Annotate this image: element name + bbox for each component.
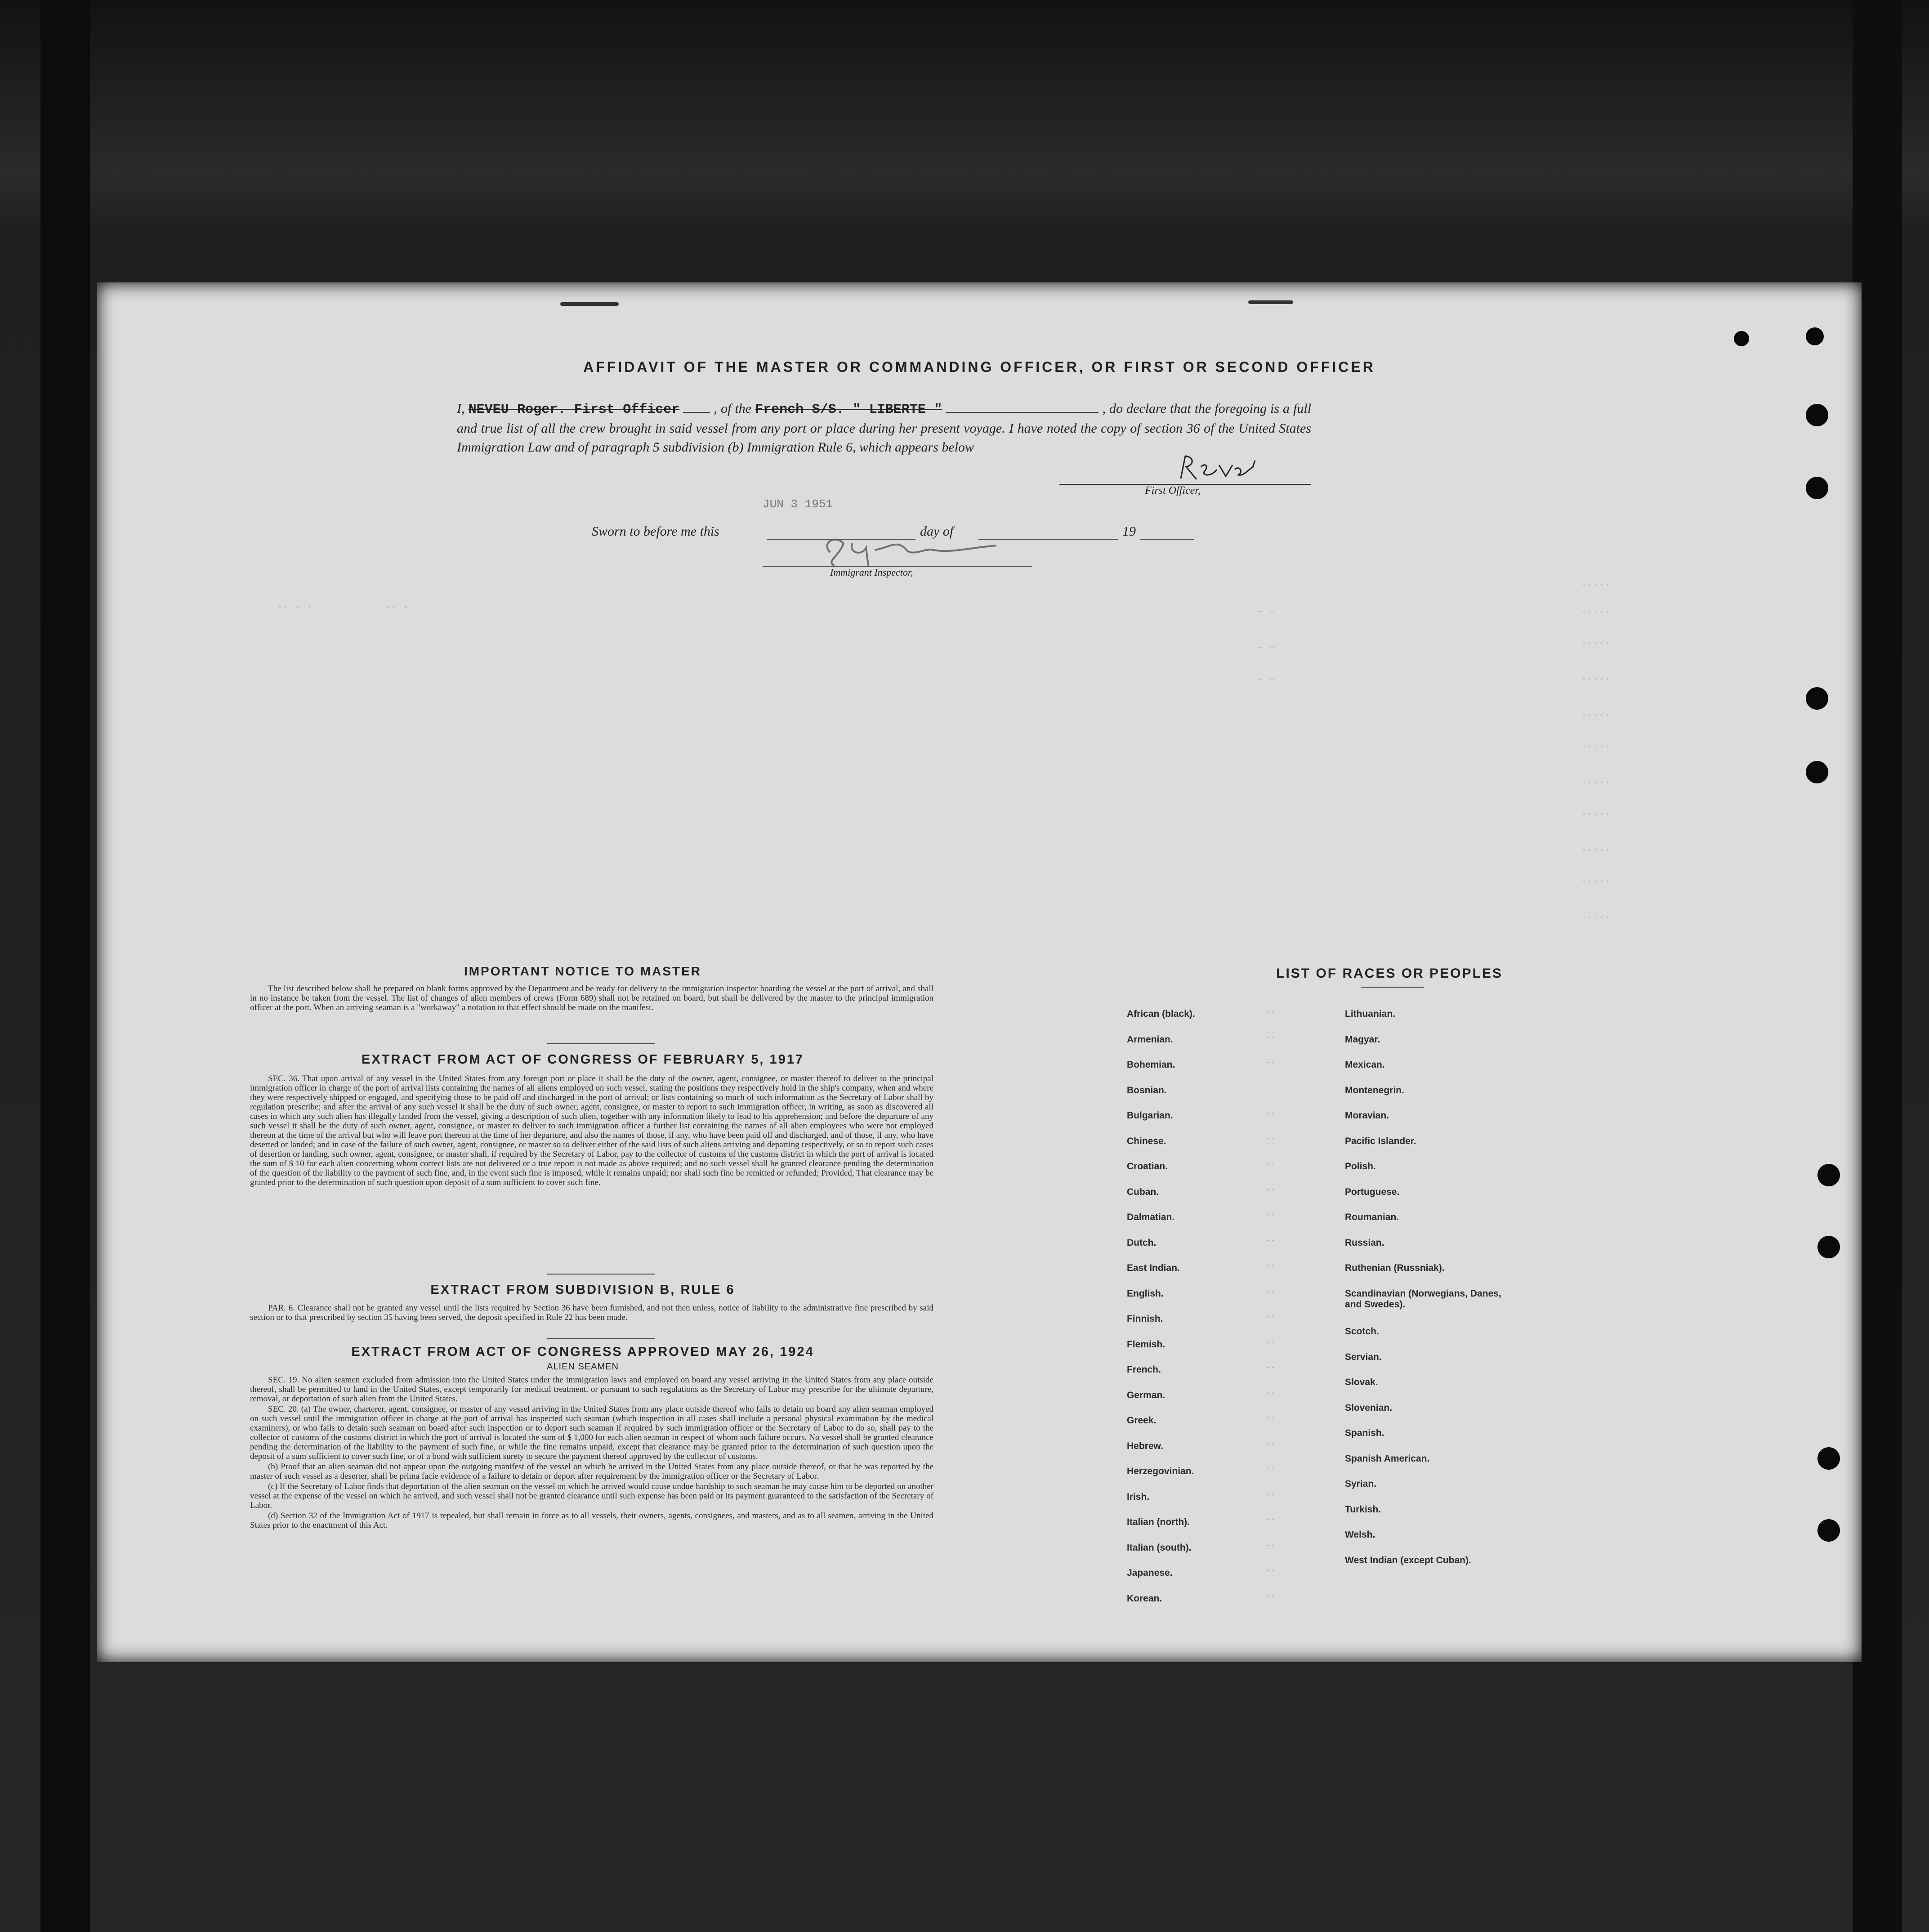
dash-mark: · · xyxy=(1266,1286,1275,1297)
section-rule xyxy=(547,1043,655,1044)
inspector-caption: Immigrant Inspector, xyxy=(830,567,913,578)
race-item: Finnish. xyxy=(1127,1314,1163,1324)
extract-1917-paragraph: SEC. 36. That upon arrival of any vessel in the United States from any foreign port or place it shall be the duty of the owner, agent, consignee, or master thereof to deliver to the principal immigration officer in charge of the port of arrival lists containing the names of all aliens employed on such vessel, stating the positions they respectively hold in the ship's company, when and where they were respectively shipped or engaged, and specifying those to be paid off and discharged in the port of arrival; or lists containing so much of such information as the Secretary of Labor shall by regulation prescribe; and after the arrival of any such vessel it shall be the duty of such owner, agent, consignee, or master to report to such immigration officer, in writing, as soon as discovered all cases in which any such alien has illegally landed from the vessel, giving a description of such alien, together with any information likely to lead to his apprehension; and before the departure of any such vessel it shall be the duty of such owner, agent, consignee, or master to deliver to such immigration officer a further list containing the names of all alien employees who were not employed thereon at the time of the arrival but who will leave port thereon at the time of her departure, and also the names of those, if any, who have been paid off and discharged, and of those, if any, who have deserted or landed; and in case of the failure of such owner, agent, consignee, or master so to deliver either of the said lists of such aliens arriving and departing respectively, or so to report such cases of desertion or landing, such owner, agent, consignee, or master shall, if required by the Secretary of Labor, pay to the collector of customs of the customs district in which the port of arrival is located the sum of $ 10 for each alien concerning whom correct lists are not delivered or a true report is not made as above required; and no such vessel shall be granted clearance pending the determination of the question of the liability to the payment of such fine, and, in the event such fine is imposed, while it remains unpaid; nor shall such fine be remitted or refunded; Provided, That clearance may be granted prior to the determination of such question upon deposit of a sum sufficient to cover such fine. xyxy=(250,1074,933,1187)
punch-hole xyxy=(1817,1447,1840,1470)
dash-mark: · · xyxy=(1266,1261,1275,1271)
race-item: Spanish. xyxy=(1345,1428,1384,1439)
bleed-through-mark: – – xyxy=(1257,606,1275,617)
race-item: Scotch. xyxy=(1345,1326,1379,1337)
bleed-through-mark: ····· xyxy=(1581,638,1611,649)
race-item: Roumanian. xyxy=(1345,1212,1399,1222)
of-the-text: , of the xyxy=(714,401,752,416)
race-item: Flemish. xyxy=(1127,1339,1165,1350)
dash-mark: · · xyxy=(1266,1235,1275,1246)
officer-name: NEVEU Roger. First Officer xyxy=(468,402,680,417)
affidavit-title: AFFIDAVIT OF THE MASTER OR COMMANDING OFFICER, OR FIRST OR SECOND OFFICER xyxy=(583,359,1375,375)
scan-mark xyxy=(1248,300,1293,304)
punch-hole xyxy=(1817,1519,1840,1542)
dash-mark: · · xyxy=(1266,1058,1275,1068)
extract-1924-title: EXTRACT FROM ACT OF CONGRESS APPROVED MAY 26, 1924 xyxy=(351,1345,814,1359)
dash-mark: · · xyxy=(1266,1210,1275,1220)
race-item: Polish. xyxy=(1345,1161,1376,1172)
race-item: Portuguese. xyxy=(1345,1186,1400,1197)
year-prefix: 19 xyxy=(1122,524,1136,539)
race-item: German. xyxy=(1127,1390,1165,1400)
declaration-block xyxy=(457,399,1311,457)
dash-mark: · · xyxy=(1266,1159,1275,1169)
bleed-through-mark: ····· xyxy=(1581,876,1611,887)
subdivision-b-text xyxy=(250,1303,933,1323)
sworn-text: Sworn to before me this xyxy=(592,524,719,539)
day-of-text: day of xyxy=(920,524,954,539)
race-item: Armenian. xyxy=(1127,1034,1173,1045)
punch-hole xyxy=(1806,687,1828,710)
bleed-through-mark: ····· xyxy=(1581,777,1611,788)
race-item: Hebrew. xyxy=(1127,1440,1163,1451)
punch-hole xyxy=(1734,331,1749,346)
subdivision-b-title: EXTRACT FROM SUBDIVISION B, RULE 6 xyxy=(430,1283,735,1297)
dash-mark: · · xyxy=(1266,1007,1275,1017)
sec20b-paragraph: (b) Proof that an alien seaman did not appear upon the outgoing manifest of the vessel on which he arrived in the United States from any place outside thereof, or that he was reported by the master of such vessel as a deserter, shall be prima facie evidence of a failure to detain or deport after requirement by the immigration officer or the Secretary of Labor. xyxy=(250,1462,933,1481)
sec20d-paragraph: (d) Section 32 of the Immigration Act of 1917 is repealed, but shall remain in force as to all vessels, their owners, agents, consignees, and masters, and as to all seamen, arriving in the United States prior to the enactment of this Act. xyxy=(250,1511,933,1530)
declaration-i: I, xyxy=(457,401,465,416)
bleed-through-mark: – – xyxy=(1257,642,1275,653)
section-rule xyxy=(547,1274,655,1275)
dash-mark: · · xyxy=(1266,1439,1275,1449)
dash-mark: · · xyxy=(1266,1312,1275,1322)
punch-hole xyxy=(1806,404,1828,426)
punch-hole xyxy=(1817,1236,1840,1258)
race-item: English. xyxy=(1127,1288,1164,1299)
do-declare-text: , do declare xyxy=(1102,401,1166,416)
dash-mark: · · xyxy=(1266,1489,1275,1500)
dash-mark: · · xyxy=(1266,1413,1275,1423)
extract-1924-text xyxy=(250,1375,933,1531)
bleed-through-mark: ····· xyxy=(1581,579,1611,590)
bleed-through-mark: ····· xyxy=(1581,845,1611,856)
extract-1917-title: EXTRACT FROM ACT OF CONGRESS OF FEBRUARY 5, 1917 xyxy=(361,1052,804,1067)
race-item: Greek. xyxy=(1127,1415,1157,1426)
race-item: Dutch. xyxy=(1127,1237,1157,1248)
bleed-through-mark: ····· xyxy=(1581,710,1611,721)
year-line xyxy=(1140,539,1194,540)
race-item: Italian (south). xyxy=(1127,1542,1192,1553)
bleed-through-mark: ····· xyxy=(1581,606,1611,617)
race-item: Bohemian. xyxy=(1127,1060,1175,1070)
dash-mark: · · xyxy=(1266,1515,1275,1525)
alien-seamen-subtitle: ALIEN SEAMEN xyxy=(547,1362,619,1372)
extract-1917-text xyxy=(250,1074,933,1188)
race-item: Japanese. xyxy=(1127,1568,1173,1578)
dash-mark: · · xyxy=(1266,1388,1275,1398)
section-rule xyxy=(1361,987,1424,988)
race-item: Croatian. xyxy=(1127,1161,1168,1172)
film-edge-left xyxy=(40,0,90,1932)
dash-mark: · · xyxy=(1266,1185,1275,1195)
race-item: Welsh. xyxy=(1345,1530,1375,1540)
sec20c-paragraph: (c) If the Secretary of Labor finds that deportation of the alien seaman on the vessel on which he arrived would cause undue hardship to such seaman he may cause him to be deported on another vessel at the expense of the vessel on which he arrived, and such vessel shall not be granted clearance until such expense has been paid or its payment guaranteed to the satisfaction of the Secretary of Labor. xyxy=(250,1482,933,1510)
race-item: Servian. xyxy=(1345,1351,1382,1362)
subdivision-b-paragraph: PAR. 6. Clearance shall not be granted any vessel until the lists required by Section 36 have been furnished, and not then unless, notice of liability to the administrative fine prescribed by said section or to that prescribed by section 35 having been served, the deposit specified in Rule 22 has been made. xyxy=(250,1303,933,1322)
sec19-paragraph: SEC. 19. No alien seamen excluded from admission into the United States under the immigration laws and employed on board any vessel arriving in the United States from any place outside thereof, shall be permitted to land in the United States, except temporarily for medical treatment, or pursuant to such regulations as the Secretary of Labor may prescribe for the ultimate departure, removal, or deportation of such alien from the United States. xyxy=(250,1375,933,1404)
blank-line xyxy=(683,412,710,413)
dash-mark: · · xyxy=(1266,1134,1275,1144)
punch-hole xyxy=(1817,1164,1840,1186)
dash-mark: · · xyxy=(1266,1363,1275,1373)
officer-caption: First Officer, xyxy=(1145,485,1201,496)
date-stamp: JUN 3 1951 xyxy=(763,497,833,511)
race-item: West Indian (except Cuban). xyxy=(1345,1555,1471,1565)
document-page xyxy=(97,282,1862,1662)
dash-mark: · · xyxy=(1266,1591,1275,1601)
race-item: Chinese. xyxy=(1127,1136,1166,1146)
notice-text xyxy=(250,984,933,1013)
punch-hole xyxy=(1806,477,1828,499)
notice-paragraph: The list described below shall be prepared on blank forms approved by the Department and be ready for delivery to the immigration inspector boarding the vessel at the port of arrival, and shall in no instance be taken from the vessel. The list of changes of alien members of crews (Form 689) shall not be retained on board, but shall be delivered by the master to the principal immigration officer at the port. When an arriving seaman is a "workaway" a notation to that effect should be made on the manifest. xyxy=(250,984,933,1012)
dash-mark: · · xyxy=(1266,1032,1275,1042)
dash-mark: · · xyxy=(1266,1540,1275,1551)
race-item: Italian (north). xyxy=(1127,1517,1190,1527)
notice-title: IMPORTANT NOTICE TO MASTER xyxy=(464,964,702,978)
bleed-through-mark: ····· xyxy=(1581,912,1611,923)
race-item: Mexican. xyxy=(1345,1060,1385,1070)
punch-hole xyxy=(1806,327,1824,345)
bleed-through-mark: ····· xyxy=(1581,741,1611,752)
race-item: Cuban. xyxy=(1127,1186,1159,1197)
race-item: Pacific Islander. xyxy=(1345,1136,1416,1146)
race-item: French. xyxy=(1127,1364,1161,1375)
race-item: African (black). xyxy=(1127,1009,1195,1019)
race-item: Bosnian. xyxy=(1127,1085,1167,1096)
dash-mark: · · xyxy=(1266,1464,1275,1474)
sec20a-paragraph: SEC. 20. (a) The owner, charterer, agent, consignee, or master of any vessel arriving in the United States from any place outside thereof who fails to detain on board any alien seaman employed on such vessel until the immigration officer in charge at the port of arrival has inspected such seaman (which inspection in all cases shall include a personal physical examination by the medical examiners), or who fails to detain such seaman on board after such inspection or to deport such seaman if required by such immigration officer or the Secretary of Labor to do so, shall pay to the collector of customs of the customs district in which the port of arrival is located the sum of $ 1,000 for each alien seaman in respect of whom such failure occurs. No vessel shall be granted clearance pending the determination of the liability to the payment of such fine, or while the fine remains unpaid, except that clearance may be granted prior to the determination of such question upon the deposit of a sum sufficient to cover such fine, or of a bond with sufficient surety to secure the payment thereof approved by the collector of customs. xyxy=(250,1404,933,1461)
section-rule xyxy=(547,1338,655,1339)
race-item: Bulgarian. xyxy=(1127,1110,1173,1121)
race-item: Spanish American. xyxy=(1345,1453,1430,1464)
dash-mark: · · xyxy=(1266,1109,1275,1118)
scan-mark xyxy=(560,302,619,306)
race-item: Korean. xyxy=(1127,1593,1162,1604)
race-item: Herzegovinian. xyxy=(1127,1466,1194,1476)
bleed-through-mark: – – xyxy=(1257,674,1275,685)
race-item: Slovenian. xyxy=(1345,1402,1393,1413)
race-item: Slovak. xyxy=(1345,1377,1378,1388)
race-item: Montenegrin. xyxy=(1345,1085,1404,1096)
race-item: Ruthenian (Russniak). xyxy=(1345,1263,1445,1273)
blank-line xyxy=(946,412,1098,413)
race-item: Dalmatian. xyxy=(1127,1212,1175,1222)
race-item: Magyar. xyxy=(1345,1034,1380,1045)
vessel-name: French S/S. " LIBERTE " xyxy=(755,402,942,417)
declaration-text: that the foregoing is a full and true list of all the crew brought in said vessel from any port or place during her present voyage. I have noted the copy of section 36 of the United States Immigration Law and of paragraph 5 subdivision (b) Immigration Rule 6, which appears below xyxy=(457,401,1312,455)
race-item: Moravian. xyxy=(1345,1110,1389,1121)
race-item: Scandinavian (Norwegians, Danes, and Swedes). xyxy=(1345,1288,1501,1310)
race-item: Irish. xyxy=(1127,1491,1150,1502)
race-item: Syrian. xyxy=(1345,1479,1377,1489)
races-title: LIST OF RACES OR PEOPLES xyxy=(1276,966,1503,981)
dash-mark: · · xyxy=(1266,1566,1275,1576)
bleed-through-mark: ····· xyxy=(1581,674,1611,685)
bleed-through-mark: ·· · xyxy=(385,602,409,613)
bleed-through-mark: ·· · · xyxy=(277,602,313,613)
race-item: Turkish. xyxy=(1345,1504,1381,1515)
bleed-through-mark: ····· xyxy=(1581,809,1611,820)
race-item: Russian. xyxy=(1345,1237,1384,1248)
race-item: East Indian. xyxy=(1127,1263,1180,1273)
punch-hole xyxy=(1806,761,1828,783)
dash-mark: · · xyxy=(1266,1083,1275,1093)
race-item: Lithuanian. xyxy=(1345,1009,1395,1019)
dash-mark: · · xyxy=(1266,1337,1275,1347)
